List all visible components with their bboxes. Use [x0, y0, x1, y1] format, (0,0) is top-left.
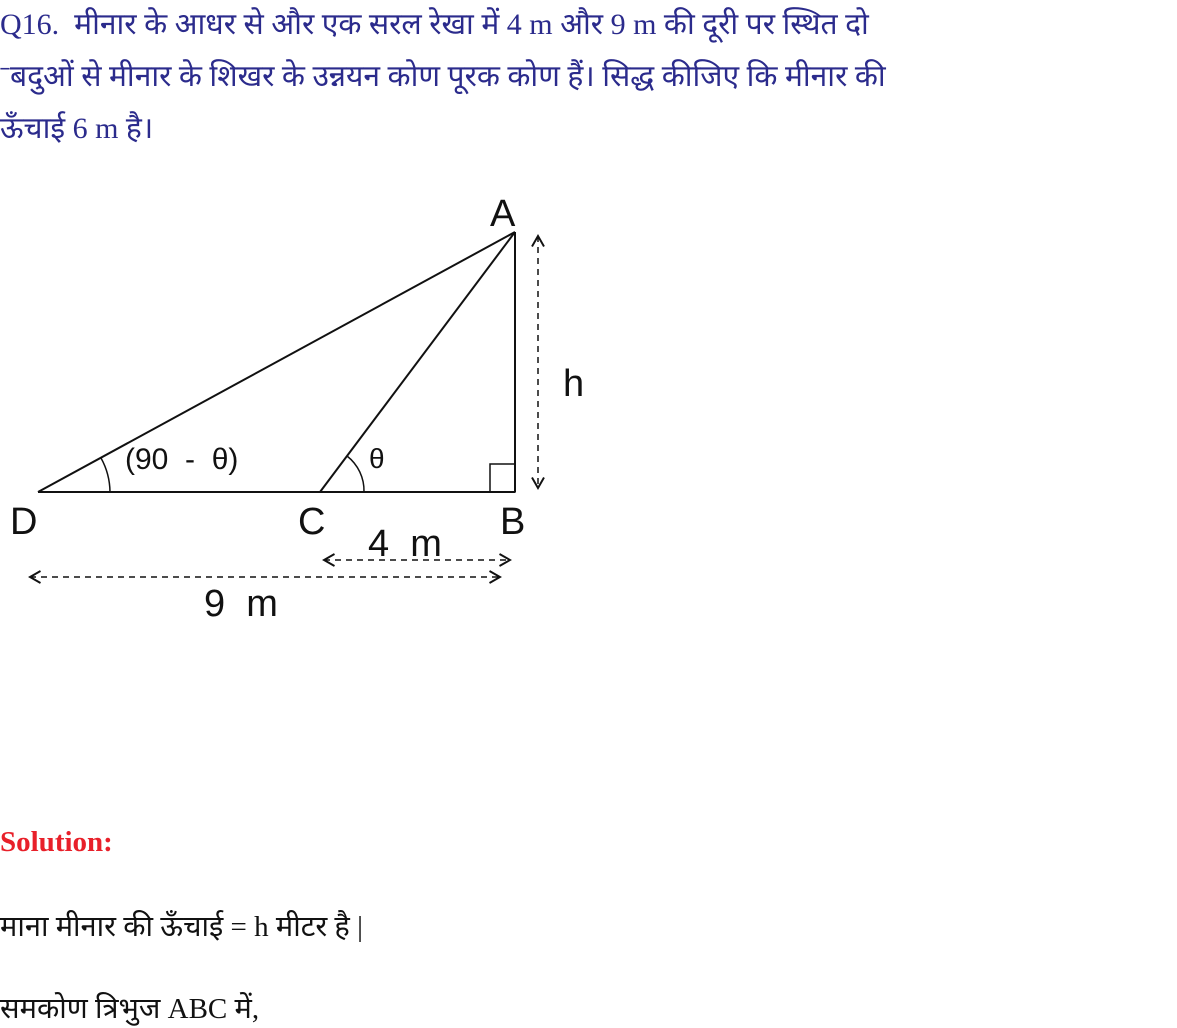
right-angle-mark [490, 464, 515, 492]
vertex-b-label: B [500, 501, 526, 543]
line-ad [38, 232, 515, 492]
vertex-c-label: C [298, 501, 326, 543]
cb-distance-label: 4 m [368, 523, 442, 565]
question-line-3: ऊँचाई 6 m है। [0, 112, 154, 145]
height-label: h [563, 363, 585, 405]
solution-line-2: समकोण त्रिभुज ABC में, [0, 993, 260, 1025]
line-ac [320, 232, 515, 492]
question-text: मीनार के आधर से और एक सरल रेखा में 4 m और 9 m की दूरी पर स्थित दो [74, 8, 869, 41]
angle-arc-c [347, 456, 364, 492]
vertex-d-label: D [10, 501, 38, 543]
db-distance-label: 9 m [204, 583, 278, 625]
question-number: Q16. [0, 8, 60, 41]
solution-heading: Solution: [0, 826, 113, 858]
angle-arc-d [101, 458, 110, 492]
solution-line-1: माना मीनार की ऊँचाई = h मीटर है | [0, 911, 363, 943]
angle-d-label: (90 - θ) [125, 443, 239, 476]
vertex-a-label: A [490, 193, 516, 235]
angle-c-label: θ [369, 443, 385, 474]
question-line-2: ˉबदुओं से मीनार के शिखर के उन्नयन कोण पूरक कोण हैं। सिद्ध कीजिए कि मीनार की [0, 60, 886, 93]
